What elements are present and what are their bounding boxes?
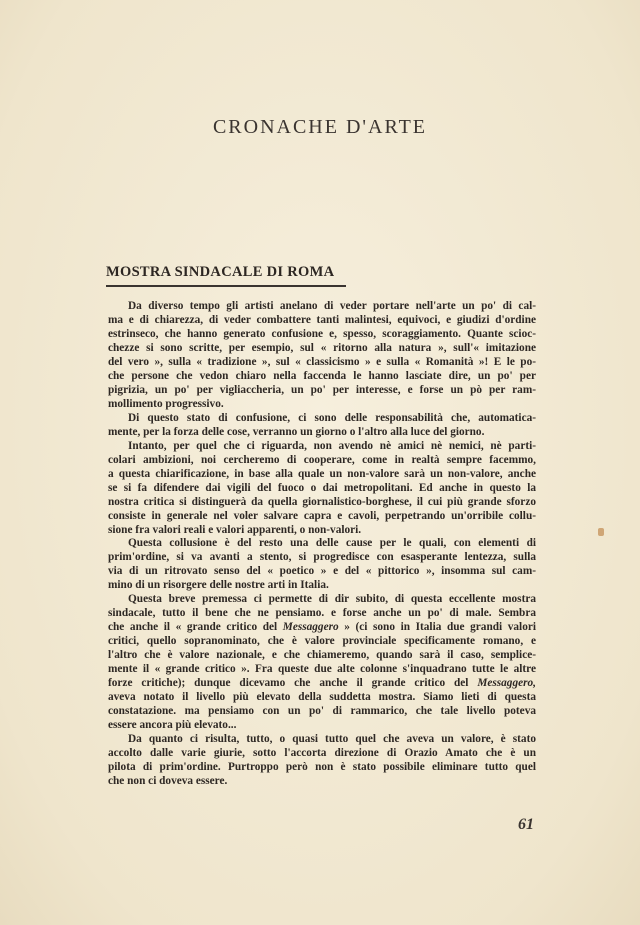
text-line: Intanto, per quel che ci riguarda, non avendo nè amici nè nemici, nè parti- — [128, 439, 536, 452]
text-segment: che anche il « grande critico del — [108, 621, 283, 634]
heading-underline — [106, 285, 346, 287]
text-line: che non ci doveva essere. — [108, 774, 228, 787]
text-line: pigrizia, un po' per vigliaccheria, un po' per interesse, e forse un pò per ram- — [108, 383, 536, 396]
section-title: CRONACHE D'ARTE — [212, 116, 428, 138]
text-segment: forze critiche); dunque dicevamo che anche il grande critico del — [108, 677, 478, 690]
text-line: Questa breve premessa ci permette di dir subito, di questa eccellente mostra — [128, 593, 536, 606]
text-line: essere ancora più elevato... — [108, 719, 237, 732]
text-segment: » (ci sono in Italia due grandi valori — [338, 621, 536, 634]
text-line — [108, 621, 536, 635]
text-line: colari ambizioni, noi cercheremo di cooperare, come in realtà sempre facemmo, — [108, 453, 536, 466]
text-line: constatazione. ma pensiamo con un po' di rammarico, che tale livello poteva — [108, 705, 536, 718]
text-line: aveva notato il livello più elevato della suddetta mostra. Siamo lieti di questa — [108, 691, 536, 704]
text-line: a questa chiarificazione, in base alla quale un non-valore sarà un non-valore, anche — [108, 467, 536, 480]
text-line: ma e di chiarezza, di veder combattere tanti malintesi, equivoci, e giudizi d'ordine — [108, 313, 536, 326]
text-line: sione fra valori reali e valori apparenti, o non-valori. — [108, 523, 362, 536]
article-heading: MOSTRA SINDACALE DI ROMA — [106, 264, 335, 280]
text-line: chezze si sono scritte, per esempio, sul « ritorno alla natura », sull'« imitazione — [108, 341, 536, 354]
text-line: Questa collusione è del resto una delle cause per le quali, con elementi di — [128, 537, 536, 550]
text-line: mollimento progressivo. — [108, 397, 224, 410]
text-line: l'altro che è valore nazionale, e che chiameremo, quando sarà il caso, semplice- — [108, 649, 536, 662]
text-line: via di un ritrovato senso del « poetico » e del « pittorico », insomma sul cam- — [108, 565, 536, 578]
italic-title: Messaggero, — [477, 677, 536, 690]
text-line: mente il « grande critico ». Fra queste due alte colonne s'inquadrano tutte le altre — [108, 663, 536, 676]
text-line: accolto dalle varie giurie, sotto l'accorta direzione di Orazio Amato che è un — [108, 747, 536, 759]
text-line: Di questo stato di confusione, ci sono delle responsabilità che, automatica- — [128, 411, 536, 424]
text-line: mente, per la forza delle cose, verranno un giorno o l'altro alla luce del giorno. — [108, 425, 485, 438]
text-line — [108, 677, 536, 691]
italic-title: Messaggero — [282, 621, 339, 634]
text-line: che persone che vedon chiaro nella faccenda le hanno lasciate dire, un po' per — [108, 369, 536, 382]
text-line: sindacale, tutto il bene che ne pensiamo. e forse anche un po' di male. Sembra — [108, 607, 536, 620]
text-line: pilota di prim'ordine. Purtroppo però non è stato possibile eliminare tutto quel — [108, 760, 536, 773]
text-line: prim'ordine, si va avanti a stento, si progredisce con esasperante lentezza, sulla — [108, 551, 536, 564]
text-line: Da diverso tempo gli artisti anelano di veder portare nell'arte un po' di cal- — [128, 300, 536, 312]
text-line: consiste in generale nel voler salvare capra e cavoli, perpetrando un'orribile collu- — [108, 509, 536, 522]
text-line: del vero », sulla « tradizione », sul « classicismo » e sulla « Romanità »! E le po- — [108, 355, 536, 368]
text-line: nostra critica si distinguerà da quella giornalistico-borghese, il cui più grande sforzo — [108, 495, 536, 508]
text-line: estrinseco, che hanno generato confusione e, spesso, scoraggiamento. Quante scioc- — [108, 327, 536, 340]
paper-stain — [598, 528, 604, 536]
text-line: Da quanto ci risulta, tutto, o quasi tutto quel che aveva un valore, è stato — [128, 733, 536, 746]
text-line: se si fa difendere dai vigili del fuoco o dai metropolitani. Ed anche in questo la — [108, 481, 536, 494]
text-line: mino di un risorgere delle nostre arti in Italia. — [108, 579, 329, 592]
article-body — [108, 300, 536, 789]
page-number: 61 — [518, 816, 534, 833]
text-line: critici, quello sopranominato, che è valore provinciale specificamente romano, e — [108, 635, 536, 648]
